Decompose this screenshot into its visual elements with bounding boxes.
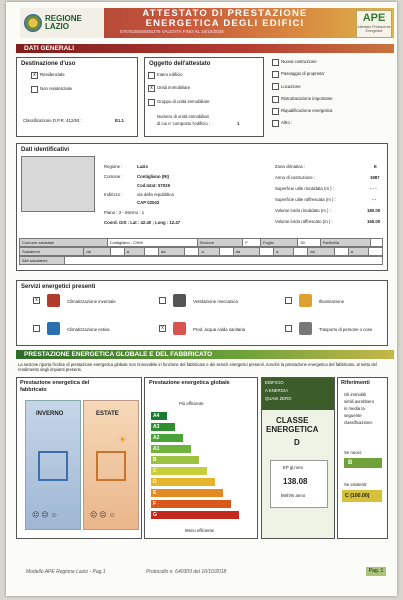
energy-class-label: F [153,501,157,507]
inverno-label: INVERNO [36,411,64,417]
comune-label: Comune : [104,174,123,179]
sun-icon: ☀ [118,435,127,446]
regione-label: Regione : [104,164,123,169]
subalterni-cell: Subalterni [20,248,84,256]
destinazione-title: Destinazione d'uso [21,61,76,67]
title-line1: ATTESTATO DI PRESTAZIONE [142,8,308,19]
oggetto-box [144,57,264,137]
certificate-page [6,2,397,596]
subalterni-cell [185,248,199,256]
destinazione-box [16,57,138,137]
energy-class-label: A3 [153,424,160,430]
subalterni-cell [334,248,348,256]
classificazione-label: Classificazione D.P.R. 412/93 : [23,118,82,123]
se-nuovi-label: Se nuovi: [344,450,362,455]
subalterni-cell: da [308,248,334,256]
altri-subalterni-table [19,256,383,265]
subalterni-cell: a [348,248,368,256]
subalterni-cell [110,248,124,256]
energy-class-bar-a1 [151,445,191,453]
subalterni-cell: a [274,248,294,256]
servizi-title: Servizi energetici presenti [21,284,96,290]
subalterni-cell [368,248,382,256]
estate-label: ESTATE [96,411,119,417]
riferimenti-title: Riferimenti [341,380,370,386]
subalterni-cell: da [233,248,259,256]
inverno-panel [25,400,81,530]
energy-class-bar-a2 [151,434,183,442]
nzeb-line3: QUASI ZERO [265,396,292,401]
energy-class-label: G [153,512,157,518]
riqualificazione-label: Riqualificazione energetica [281,108,333,113]
altri-subalterni-value [65,257,383,265]
energy-class-label: D [153,479,157,485]
catastale-cell [371,239,383,247]
subalterni-cell [145,248,159,256]
rif-text-2: simili avrebbero [344,399,375,404]
classe-value: D [294,438,300,447]
subalterni-cell [294,248,308,256]
indirizzo-value: via della repubblica [137,192,174,197]
riferimenti-box [337,377,388,539]
se-nuovi-arrow [344,458,382,468]
subalterni-table [19,247,383,256]
sup-raff-label: Superficie utile raffrescata (m ) : [275,197,336,202]
zona-label: Zona climatica : [275,164,306,169]
energy-class-bar-b [151,456,199,464]
locazione-checkbox[interactable] [272,83,279,90]
subalterni-cell [260,248,274,256]
locazione-label: Locazione [281,84,301,89]
trasporto-checkbox[interactable] [285,325,292,332]
energy-class-label: C [153,468,157,474]
unita-immobiliare-checkbox[interactable]: x [148,85,155,92]
energy-class-bar-d [151,478,215,486]
vol-risc-value: 180.00 [367,208,381,213]
logo-line2: LAZIO [45,22,69,31]
regione-value: Lazio [137,164,148,169]
unita-immobiliare-label: Unità immobiliare [157,85,191,90]
energy-class-label: B [153,457,157,463]
zona-value: E [374,164,377,169]
se-esistenti-value: C (100.00) [345,493,370,499]
validity-line: 575762500000S276 VALIDITÀ FINO AL 16/10/2028 [120,29,224,34]
classe-box [261,377,335,539]
clima-invernale-checkbox[interactable]: x [33,297,40,304]
radiator-icon [47,294,60,307]
ep-box [270,460,328,508]
piu-efficiente-label: Più efficiente [179,401,204,406]
coord-gis: Coord. GIS : Lat : 42.40 ; Long : 12.47 [104,220,181,225]
riqualificazione-checkbox[interactable] [272,108,279,115]
fabbricato-title-2: fabbricato [20,387,47,393]
intero-edificio-checkbox[interactable] [148,72,155,79]
lamp-icon [299,294,312,307]
air-conditioner-icon [47,322,60,335]
rif-text-5: classificazione: [344,420,373,425]
dati-generali-bar: DATI GENERALI [16,44,394,53]
numero-label-1: Numero di unità immobiliari [157,114,210,119]
intero-edificio-label: Intero edificio [157,72,183,77]
nzeb-panel [262,378,334,410]
vol-risc-label: Volume lordo riscaldato (m ) : [275,208,331,213]
clima-invernale-label: Climatizzazione invernale [67,299,116,304]
catastale-cell: 30 [298,239,320,247]
piano-interno: Piano : 3 - Interno : 1 [104,210,145,215]
altro-label: Altro : [281,120,293,125]
catastale-cell: Foglio [260,239,297,247]
acqua-calda-label: Prod. acqua calda sanitaria [193,327,246,332]
ep-unit: kWh/m anno [281,493,306,498]
globale-title: Prestazione energetica globale [149,380,230,386]
rif-text-3: in media la [344,406,365,411]
cap-value: CAP 02043 [137,200,160,205]
catastale-cell: Particella [320,239,371,247]
estate-panel [83,400,139,530]
illuminazione-checkbox[interactable] [285,297,292,304]
prestazione-description: La sezione riporta l'indice di prestazione energetica globale non rinnovabile in funzione del fabbricato e dei servizi energetici presenti, nonché la prestazione energetica del fabbricato, al netto del rendimento degli impianti presenti. [18,362,377,372]
header-banner [20,8,394,38]
energy-class-label: A4 [153,413,160,419]
indirizzo-label: Indirizzo : [104,192,123,197]
prestazione-bar: PRESTAZIONE ENERGETICA GLOBALE E DEL FABBRICATO [16,350,394,359]
anno-label: Anno di costruzione : [275,175,316,180]
subalterni-cell: da [159,248,185,256]
subalterni-cell: a [199,248,219,256]
dati-identificativi-box [16,143,388,271]
ep-value: 138.08 [283,477,308,486]
globale-box [144,377,258,539]
non-residenziale-label: Non residenziale [40,86,73,91]
logo-line1: REGIONE [45,14,82,23]
sup-risc-value: - - - [370,186,377,191]
energy-class-bar-c [151,467,207,475]
energy-class-bar-e [151,489,223,497]
sup-raff-value: - - [372,197,377,202]
numero-label-2: di cui e' composto l'edificio : [157,121,210,126]
ristrutturazione-label: Ristrutturazione importante [281,96,333,101]
energy-class-bar-a4 [151,412,167,420]
fabbricato-box [16,377,142,539]
house-winter-icon [38,451,68,481]
energy-class-label: A2 [153,435,160,441]
acqua-calda-checkbox[interactable]: x [159,325,166,332]
passaggio-label: Passaggio di proprieta' [281,71,325,76]
altro-checkbox[interactable] [272,120,279,127]
energy-class-bar-f [151,500,231,508]
clima-estiva-checkbox[interactable] [33,325,40,332]
residenziale-label: Residenziale [40,72,65,77]
energy-class-label: E [153,490,157,496]
subalterni-cell: da [84,248,110,256]
certificate-title [110,9,340,29]
meno-efficiente-label: Meno efficiente [185,528,215,533]
trasporto-label: Trasporto di persone o cose [319,327,373,332]
ep-label: EP gl,nren [283,465,303,470]
elevator-icon [299,322,312,335]
fan-icon [173,294,186,307]
nzeb-line2: A ENERGIA [265,388,289,393]
inverno-smileys-icon: ☹ ☹ ☺ [32,512,58,519]
ape-text: APE [362,12,386,24]
footer-left: Modello APE Regione Lazio - Pag.1 [26,569,106,575]
catastale-row [20,239,383,247]
regione-seal-icon [24,14,42,32]
motivazione-box [268,57,386,135]
non-residenziale-checkbox[interactable] [31,86,38,93]
nzeb-line1: EDIFICIO [265,380,284,385]
numero-value: 1 [237,121,240,126]
regione-lazio-logo [20,8,104,38]
catastale-cell: Sezione [197,239,243,247]
servizi-box [16,280,388,346]
rif-text-1: Gli immobili [344,392,367,397]
house-summer-icon [96,451,126,481]
illuminazione-label: Illuminazione [319,299,345,304]
footer-page: Pag. 1 [366,567,386,576]
vol-raff-value: 165.00 [367,219,381,224]
residenziale-checkbox[interactable]: x [31,72,38,79]
footer-center: Protocollo n. 640309 del 16/10/2018 [146,569,227,575]
catastale-cell: Contigliano - C969 [107,239,197,247]
istat-value: Cod.Istat: 57025 [137,183,170,188]
catastale-table [19,238,383,247]
faucet-icon [173,322,186,335]
se-esistenti-arrow [342,490,382,502]
rif-text-4: seguente [344,413,362,418]
oggetto-title: Oggetto dell'attestato [149,61,211,67]
fabbricato-title-1: Prestazione energetica del [20,380,90,386]
subalterni-row [20,248,383,256]
altri-subalterni-label: Altri subalterni [20,257,65,265]
nuova-costruzione-checkbox[interactable] [272,59,279,66]
se-nuovi-value: B [348,460,353,466]
title-line2: ENERGETICA DEGLI EDIFICI [145,18,305,29]
energy-class-bar-g [151,511,239,519]
classificazione-value: E1.1 [115,118,124,123]
gruppo-checkbox[interactable] [148,99,155,106]
estate-smileys-icon: ☹ ☹ ☺ [90,512,116,519]
classe-label-2: ENERGETICA [266,425,319,434]
comune-value: Contigliano (RI) [137,174,169,179]
se-esistenti-label: Se esistenti: [344,482,368,487]
ape-logo [356,10,392,38]
catastale-cell: F [243,239,261,247]
energy-class-bar-a3 [151,423,175,431]
catastale-cell: Comune catastale [20,239,108,247]
nuova-costruzione-label: Nuova costruzione [281,59,317,64]
passaggio-checkbox[interactable] [272,71,279,78]
clima-estiva-label: Climatizzazione estiva [67,327,110,332]
sup-risc-label: Superficie utile riscaldata (m ) : [275,186,334,191]
ape-subtext: Attestato Prestazione Energetica [357,25,391,33]
energy-class-label: A1 [153,446,160,452]
dati-identificativi-title: Dati identificativi [21,147,70,153]
gruppo-label: Gruppo di unità immobiliare [157,99,210,104]
classe-label-1: CLASSE [276,416,309,425]
ristrutturazione-checkbox[interactable] [272,96,279,103]
anno-value: 1987 [370,175,380,180]
building-photo [21,156,95,212]
subalterni-cell: a [124,248,144,256]
ventilazione-checkbox[interactable] [159,297,166,304]
vol-raff-label: Volume lordo raffrescato (m ) : [275,219,333,224]
altri-subalterni-row [20,257,383,265]
ventilazione-label: Ventilazione meccanica [193,299,238,304]
subalterni-cell [219,248,233,256]
